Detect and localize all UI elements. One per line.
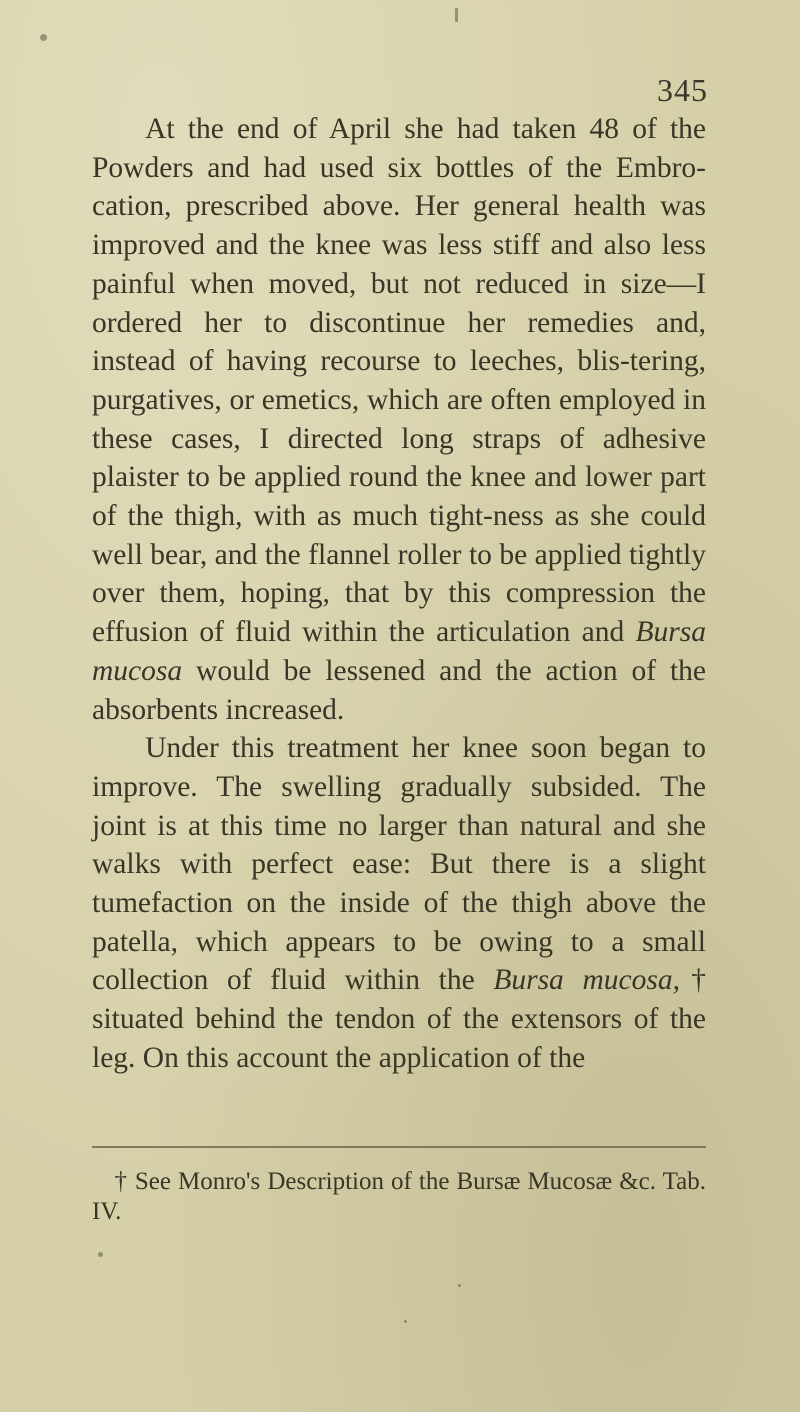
- footnote-marker: †: [679, 964, 706, 997]
- text-segment: would be lessened and the action of the absorbents increased.: [92, 654, 706, 726]
- text-segment: At the end of April she had taken 48 of the Powders and had used six bottles of the Embro-cation, prescribed above. Her general health was improved and the knee was less stiff and also less painful when moved, but not reduced in size—I ordered her to discontinue her remedies and, instead of having recourse to leeches, blis-tering, purgatives, or emetics, which are often employed in these cases, I directed long straps of adhesive plaister to be applied round the knee and lower part of the thigh, with as much tight-ness as she could well bear, and the flannel roller to be applied tightly over them, hoping, that by this compression the effusion of fluid within the articulation and: [92, 113, 706, 649]
- paper-speck: [404, 1320, 407, 1323]
- text-segment: situated behind the tendon of the extensors of the leg. On this account the application of the: [92, 1003, 706, 1074]
- italic-term: Bursa mucosa,: [493, 964, 680, 997]
- text-segment: Under this treatment her knee soon began to improve. The swelling gradually subsided. The joint is at this time no larger than natural and she walks with perfect ease: But there is a slight tumefaction on the inside of the thigh above the patella, which appears to be owing to a small collection of fluid within the: [92, 732, 706, 997]
- paper-speck: [455, 8, 458, 22]
- page-number: 345: [657, 72, 708, 108]
- footnote-divider: [92, 1146, 706, 1148]
- footnote: [92, 1167, 706, 1227]
- footnote-text: † See Monro's Description of the Bursæ Mucosæ &c. Tab. IV.: [92, 1168, 706, 1225]
- paragraph: [92, 110, 706, 729]
- italic-term: Bursa mucosa: [92, 616, 706, 687]
- main-text: [92, 110, 706, 1078]
- paragraph: [92, 729, 706, 1077]
- paper-speck: [98, 1252, 103, 1257]
- paper-speck: [458, 1284, 461, 1287]
- paper-speck: [40, 34, 47, 41]
